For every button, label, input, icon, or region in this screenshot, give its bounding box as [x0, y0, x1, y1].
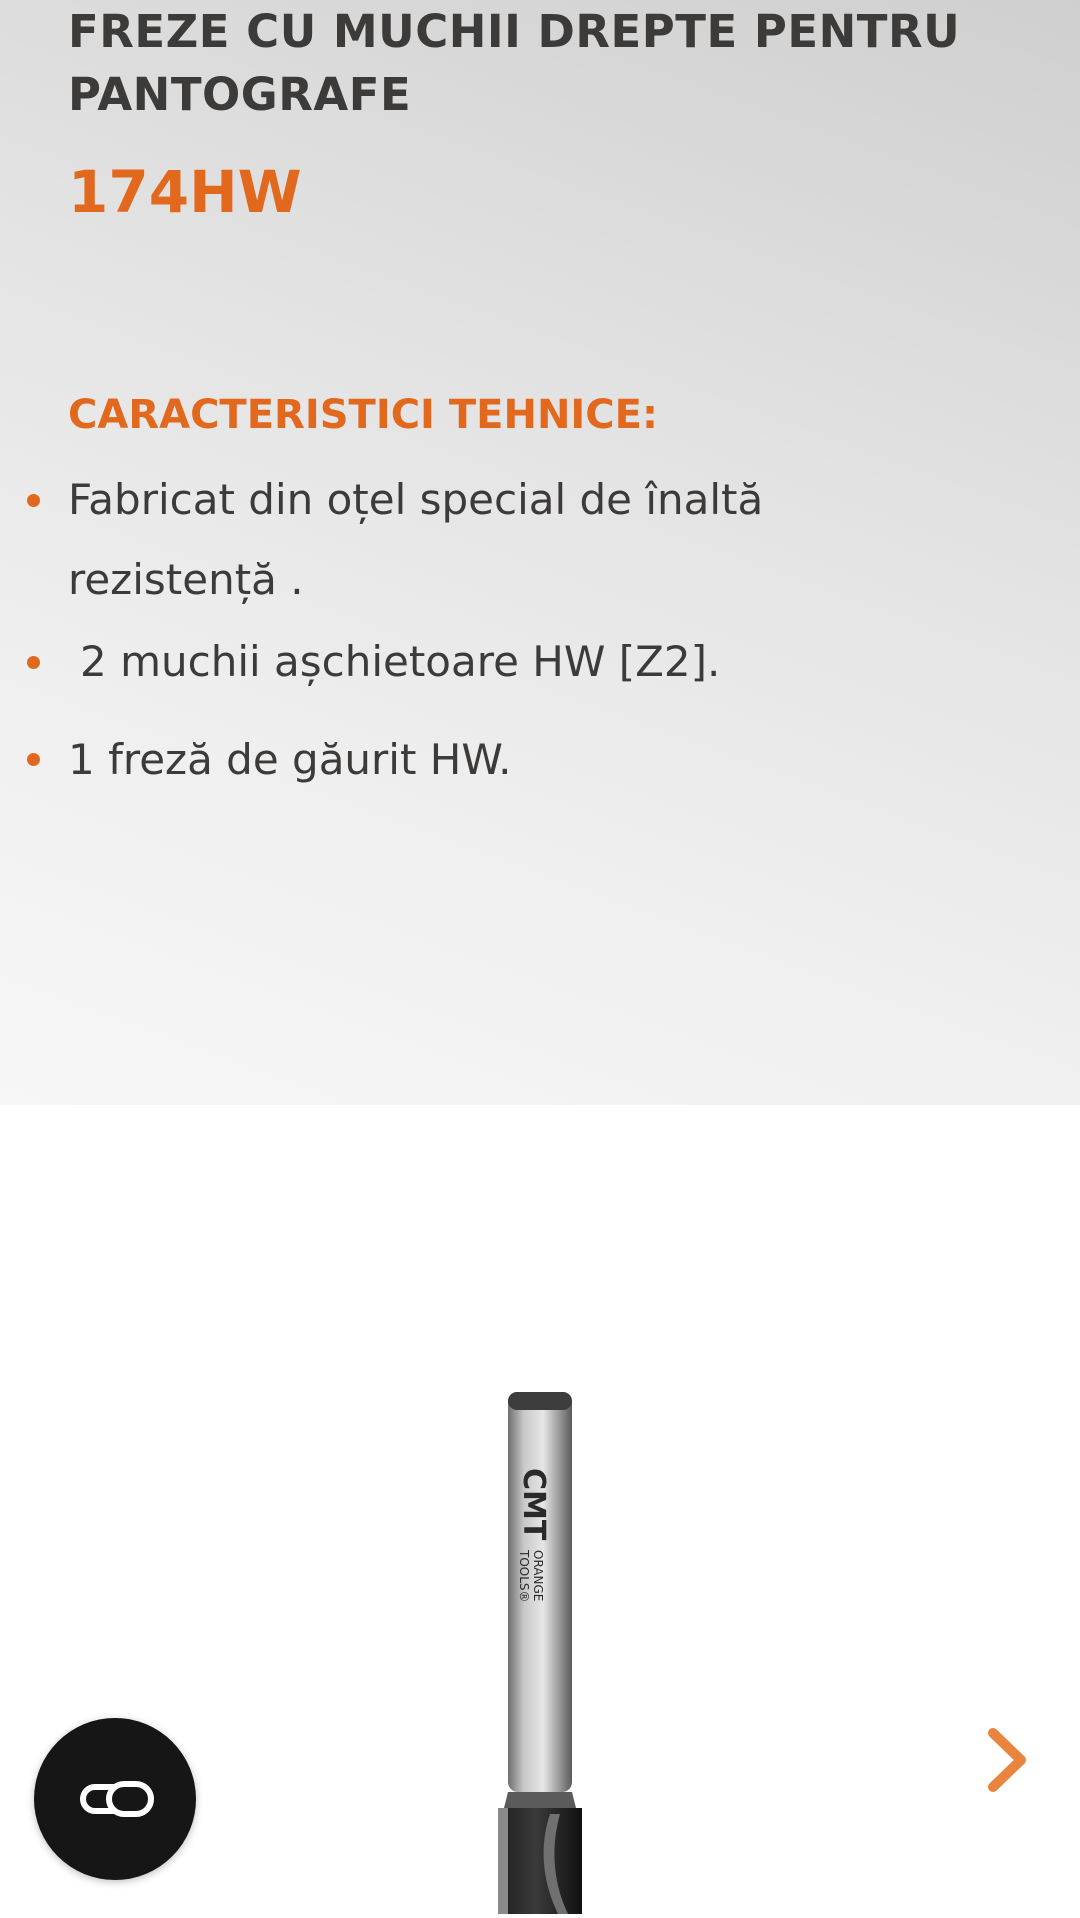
next-slide-button[interactable]: [985, 1725, 1035, 1795]
product-code: 174HW: [68, 158, 302, 226]
brand-tagline-1: ORANGE: [531, 1550, 545, 1602]
chevron-right-icon: [985, 1725, 1035, 1795]
product-title: FREZE CU MUCHII DREPTE PENTRU PANTOGRAFE: [68, 5, 961, 121]
brand-tagline-2: TOOLS®: [517, 1550, 531, 1603]
router-bit-image: [480, 1380, 620, 1914]
feature-item: 1 freză de găurit HW.: [68, 735, 512, 784]
feature-item: 2 muchii așchietoare HW [Z2].: [80, 637, 721, 686]
brand-logo: CMT: [516, 1468, 551, 1541]
bullet-icon: [27, 656, 40, 669]
feature-item: Fabricat din oțel special de înaltă rezistență .: [68, 475, 764, 604]
link-icon: [73, 1777, 157, 1821]
floating-action-button[interactable]: [34, 1718, 196, 1880]
bullet-icon: [27, 753, 40, 766]
bullet-icon: [27, 494, 40, 507]
features-heading: CARACTERISTICI TEHNICE:: [68, 392, 658, 438]
